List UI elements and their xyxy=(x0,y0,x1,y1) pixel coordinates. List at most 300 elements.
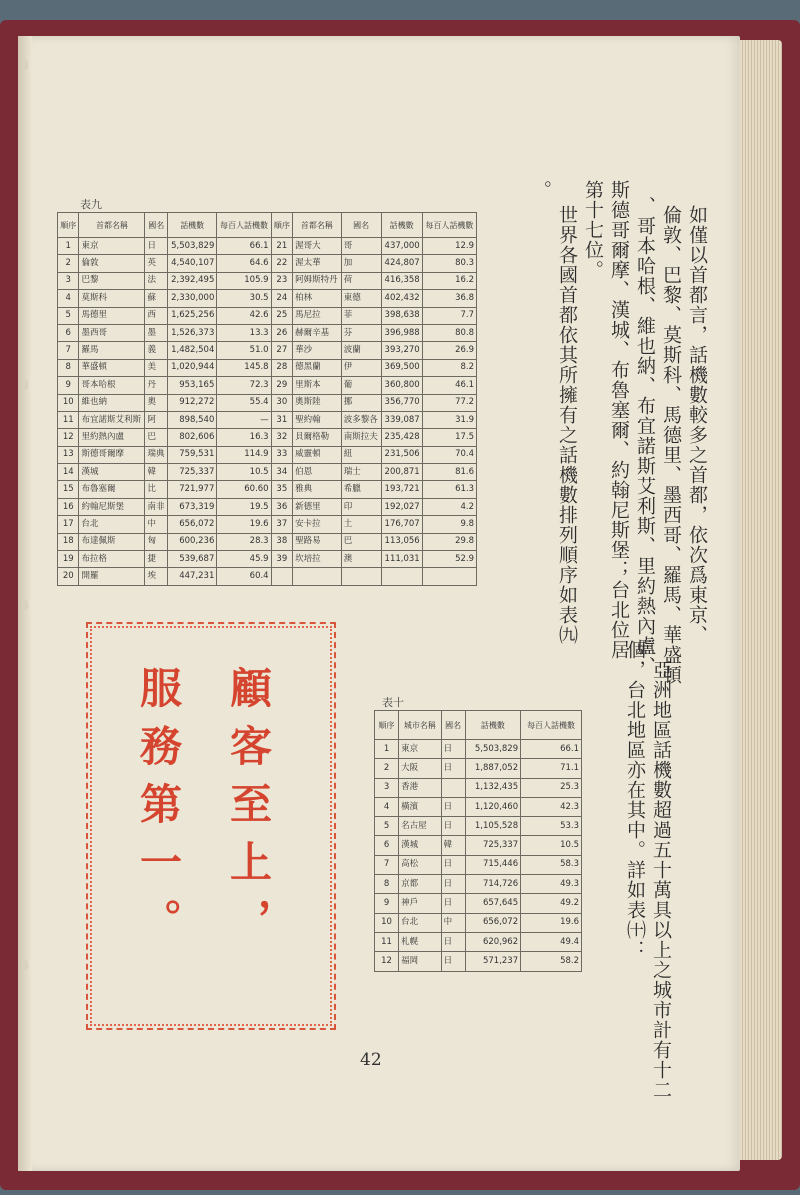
table-cell: 11 xyxy=(375,932,399,951)
table-cell: 菲 xyxy=(341,307,381,324)
table-cell: 49.3 xyxy=(521,875,582,894)
table-cell: 27 xyxy=(271,342,292,359)
table-cell: 斯德哥爾摩 xyxy=(79,446,145,463)
table-cell: 31.9 xyxy=(422,411,476,428)
table-cell: 6 xyxy=(58,324,79,341)
table-cell: 8 xyxy=(58,359,79,376)
table9 xyxy=(57,212,477,586)
table-cell: 16.2 xyxy=(422,272,476,289)
column-header: 城市名稱 xyxy=(399,711,441,740)
table-cell: 1,132,435 xyxy=(465,778,520,797)
table-cell: 539,687 xyxy=(168,551,217,568)
asia-paragraph-col-2: 個，台北地區亦在其中。詳如表㈩： xyxy=(624,640,646,960)
table-cell: 美 xyxy=(145,359,168,376)
table-cell: 阿 xyxy=(145,411,168,428)
table-cell: 10.5 xyxy=(521,836,582,855)
table-cell: 里斯本 xyxy=(293,377,342,394)
table-cell: 24 xyxy=(271,290,292,307)
table-row xyxy=(58,290,477,307)
table-cell: 18 xyxy=(58,533,79,550)
table-cell: 715,446 xyxy=(465,855,520,874)
table-row xyxy=(375,913,582,932)
table-cell: 大阪 xyxy=(399,759,441,778)
table-cell: 8 xyxy=(375,875,399,894)
table-cell: 12 xyxy=(375,952,399,971)
table-cell: 35 xyxy=(271,481,292,498)
column-header: 首都名稱 xyxy=(293,213,342,238)
table-cell: 台北 xyxy=(79,516,145,533)
table-cell: 1,526,373 xyxy=(168,324,217,341)
table-cell: 14 xyxy=(58,464,79,481)
column-header: 順序 xyxy=(375,711,399,740)
table-cell: 1,625,256 xyxy=(168,307,217,324)
table-cell: 714,726 xyxy=(465,875,520,894)
table-cell: 23 xyxy=(271,272,292,289)
table-cell: 31 xyxy=(271,411,292,428)
table-cell: 高松 xyxy=(399,855,441,874)
table-cell: 法 xyxy=(145,272,168,289)
table-cell: 1 xyxy=(58,238,79,255)
table-cell: 356,770 xyxy=(381,394,422,411)
table-cell: 京都 xyxy=(399,875,441,894)
table-cell: 雅典 xyxy=(293,481,342,498)
table-cell: 953,165 xyxy=(168,377,217,394)
table-cell: 60.4 xyxy=(217,568,271,585)
table-cell: 898,540 xyxy=(168,411,217,428)
table-cell: 匈 xyxy=(145,533,168,550)
table-cell: 聖約翰 xyxy=(293,411,342,428)
table-cell: 瑞士 xyxy=(341,464,381,481)
table-cell: 威靈頓 xyxy=(293,446,342,463)
table-cell: 3 xyxy=(58,272,79,289)
table-cell: 布達佩斯 xyxy=(79,533,145,550)
table-cell: 2 xyxy=(375,759,399,778)
table-cell: 赫爾辛基 xyxy=(293,324,342,341)
table-cell: 393,270 xyxy=(381,342,422,359)
table-cell: 20 xyxy=(58,568,79,585)
table-cell: 26.9 xyxy=(422,342,476,359)
table-cell: 759,531 xyxy=(168,446,217,463)
table-cell: 111,031 xyxy=(381,551,422,568)
column-header: 每百人話機數 xyxy=(217,213,271,238)
table-cell: 墨 xyxy=(145,324,168,341)
table-cell: 29 xyxy=(271,377,292,394)
table-cell: 英 xyxy=(145,255,168,272)
slogan-col-2: 服務第一。 xyxy=(134,666,183,956)
table-cell: 5,503,829 xyxy=(465,740,520,759)
table-cell: 渥哥大 xyxy=(293,238,342,255)
table-row xyxy=(58,255,477,272)
page-number: 42 xyxy=(360,1050,382,1070)
table-cell: 398,638 xyxy=(381,307,422,324)
table-cell: 1,482,504 xyxy=(168,342,217,359)
paragraph-col-2: 倫敦、巴黎、莫斯科、馬德里、墨西哥、羅馬、華盛頓 xyxy=(660,205,682,685)
table-row xyxy=(58,377,477,394)
table-cell: 13.3 xyxy=(217,324,271,341)
table-cell: 開羅 xyxy=(79,568,145,585)
table-cell: 日 xyxy=(441,855,465,874)
table-row xyxy=(58,324,477,341)
table-row xyxy=(58,342,477,359)
column-header: 首都名稱 xyxy=(79,213,145,238)
table-row xyxy=(375,836,582,855)
table-row xyxy=(58,533,477,550)
asia-paragraph-col-1: 亞洲地區話機數超過五十萬具以上之城市計有十二 xyxy=(650,660,672,1100)
table-cell: 9 xyxy=(58,377,79,394)
table-row xyxy=(58,429,477,446)
table-cell: 600,236 xyxy=(168,533,217,550)
table-cell: 200,871 xyxy=(381,464,422,481)
table-cell: 加 xyxy=(341,255,381,272)
table-row xyxy=(375,875,582,894)
table-cell: 日 xyxy=(441,932,465,951)
table-cell: 7 xyxy=(58,342,79,359)
paragraph-col-4: 斯德哥爾摩、漢城、布魯塞爾、約翰尼斯堡；台北位居 xyxy=(608,180,630,660)
table-cell: 25.3 xyxy=(521,778,582,797)
table-cell: — xyxy=(217,411,271,428)
table-cell: 51.0 xyxy=(217,342,271,359)
table-cell: 日 xyxy=(145,238,168,255)
table-cell: 日 xyxy=(441,952,465,971)
table-cell: 145.8 xyxy=(217,359,271,376)
table-row xyxy=(375,855,582,874)
column-header: 話機數 xyxy=(381,213,422,238)
table-cell: 725,337 xyxy=(465,836,520,855)
table-row xyxy=(58,446,477,463)
table-cell: 印 xyxy=(341,498,381,515)
table-cell: 802,606 xyxy=(168,429,217,446)
table-cell: 2 xyxy=(58,255,79,272)
table-cell: 45.9 xyxy=(217,551,271,568)
table-cell: 28.3 xyxy=(217,533,271,550)
column-header: 國名 xyxy=(341,213,381,238)
table-cell: 42.6 xyxy=(217,307,271,324)
column-header: 每百人話機數 xyxy=(521,711,582,740)
table-cell: 424,807 xyxy=(381,255,422,272)
table-cell: 38 xyxy=(271,533,292,550)
table-row xyxy=(375,894,582,913)
slogan-col-1: 顧客至上， xyxy=(224,666,273,956)
table-cell: 657,645 xyxy=(465,894,520,913)
paragraph-col-3: 、哥本哈根、維也納、布宜諾斯艾利斯、里約熱內盧、 xyxy=(634,196,656,676)
table-cell: 韓 xyxy=(145,464,168,481)
table-cell: 61.3 xyxy=(422,481,476,498)
table-cell: 東德 xyxy=(341,290,381,307)
table-cell: 渥太華 xyxy=(293,255,342,272)
table-cell: 南斯拉夫 xyxy=(341,429,381,446)
table-cell: 東京 xyxy=(399,740,441,759)
table-cell: 挪 xyxy=(341,394,381,411)
table-cell: 紐 xyxy=(341,446,381,463)
table-cell: 70.4 xyxy=(422,446,476,463)
table-cell: 華沙 xyxy=(293,342,342,359)
table-cell: 21 xyxy=(271,238,292,255)
paragraph-col-1: 如僅以首都言，話機數較多之首都，依次爲東京、 xyxy=(686,205,708,645)
table-cell: 5 xyxy=(58,307,79,324)
table-cell: 伯恩 xyxy=(293,464,342,481)
table-cell: 日 xyxy=(441,817,465,836)
table-cell: 維也納 xyxy=(79,394,145,411)
table-cell: 36.8 xyxy=(422,290,476,307)
table-cell: 46.1 xyxy=(422,377,476,394)
table-cell: 福岡 xyxy=(399,952,441,971)
table-row xyxy=(375,759,582,778)
table-cell: 80.3 xyxy=(422,255,476,272)
table-row xyxy=(375,817,582,836)
table-row xyxy=(58,272,477,289)
table-cell: 673,319 xyxy=(168,498,217,515)
table-cell: 瑞典 xyxy=(145,446,168,463)
table-cell: 39 xyxy=(271,551,292,568)
table-cell: 巴黎 xyxy=(79,272,145,289)
table-cell: 28 xyxy=(271,359,292,376)
table-cell: 哥本哈根 xyxy=(79,377,145,394)
table-row xyxy=(375,797,582,816)
table-cell: 南非 xyxy=(145,498,168,515)
table-cell: 1,120,460 xyxy=(465,797,520,816)
table-cell: 波多黎各 xyxy=(341,411,381,428)
table-cell: 402,432 xyxy=(381,290,422,307)
table-cell: 中 xyxy=(441,913,465,932)
table-cell: 17 xyxy=(58,516,79,533)
table-cell: 9 xyxy=(375,894,399,913)
table-cell: 33 xyxy=(271,446,292,463)
table-cell: 7 xyxy=(375,855,399,874)
table-cell: 9.8 xyxy=(422,516,476,533)
table-cell: 10 xyxy=(375,913,399,932)
table-cell: 396,988 xyxy=(381,324,422,341)
paragraph-col-7: 。 xyxy=(530,180,552,200)
table-cell: 3 xyxy=(375,778,399,797)
table-cell: 30.5 xyxy=(217,290,271,307)
table-cell: 波蘭 xyxy=(341,342,381,359)
paragraph-col-5: 第十七位。 xyxy=(582,180,604,280)
table-cell: 西 xyxy=(145,307,168,324)
table-cell: 16.3 xyxy=(217,429,271,446)
table-row xyxy=(58,359,477,376)
table-cell: 1 xyxy=(375,740,399,759)
column-header: 順序 xyxy=(271,213,292,238)
table-cell: 5,503,829 xyxy=(168,238,217,255)
table-row xyxy=(375,932,582,951)
table-cell: 77.2 xyxy=(422,394,476,411)
table10 xyxy=(374,710,582,972)
table-cell: 416,358 xyxy=(381,272,422,289)
table-cell: 日 xyxy=(441,875,465,894)
table-cell: 58.3 xyxy=(521,855,582,874)
table-cell: 7.7 xyxy=(422,307,476,324)
table-cell: 15 xyxy=(58,481,79,498)
table-cell: 韓 xyxy=(441,836,465,855)
table-cell: 4 xyxy=(58,290,79,307)
table-cell: 中 xyxy=(145,516,168,533)
table-cell: 11 xyxy=(58,411,79,428)
table-cell: 49.2 xyxy=(521,894,582,913)
table-cell: 2,330,000 xyxy=(168,290,217,307)
table-cell: 26 xyxy=(271,324,292,341)
table-cell: 1,020,944 xyxy=(168,359,217,376)
table-cell: 馬尼拉 xyxy=(293,307,342,324)
table9-caption: 表九 xyxy=(80,198,102,211)
table-cell: 437,000 xyxy=(381,238,422,255)
table-cell: 66.1 xyxy=(521,740,582,759)
table-cell: 193,721 xyxy=(381,481,422,498)
table-cell: 58.2 xyxy=(521,952,582,971)
table-cell: 235,428 xyxy=(381,429,422,446)
table-cell: 布魯塞爾 xyxy=(79,481,145,498)
table-cell: 漢城 xyxy=(399,836,441,855)
table-cell: 176,707 xyxy=(381,516,422,533)
table-cell: 19.5 xyxy=(217,498,271,515)
table-cell: 64.6 xyxy=(217,255,271,272)
table-cell: 80.8 xyxy=(422,324,476,341)
table-cell: 馬德里 xyxy=(79,307,145,324)
table-cell: 5 xyxy=(375,817,399,836)
table-cell: 華盛頓 xyxy=(79,359,145,376)
table-cell: 13 xyxy=(58,446,79,463)
table-cell: 哥 xyxy=(341,238,381,255)
table-cell: 620,962 xyxy=(465,932,520,951)
table-cell: 神戶 xyxy=(399,894,441,913)
table-cell: 新德里 xyxy=(293,498,342,515)
table-cell: 8.2 xyxy=(422,359,476,376)
table-cell: 墨西哥 xyxy=(79,324,145,341)
table-cell: 32 xyxy=(271,429,292,446)
table-cell: 約翰尼斯堡 xyxy=(79,498,145,515)
table-cell: 30 xyxy=(271,394,292,411)
column-header: 國名 xyxy=(441,711,465,740)
table-cell: 日 xyxy=(441,797,465,816)
table-cell: 66.1 xyxy=(217,238,271,255)
table-cell: 656,072 xyxy=(465,913,520,932)
page-stack xyxy=(740,40,782,1160)
table-cell: 義 xyxy=(145,342,168,359)
table-cell: 10 xyxy=(58,394,79,411)
table-cell: 6 xyxy=(375,836,399,855)
table-cell: 安卡拉 xyxy=(293,516,342,533)
table-cell xyxy=(341,568,381,585)
table-row xyxy=(375,740,582,759)
table-cell: 4 xyxy=(375,797,399,816)
table-cell: 22 xyxy=(271,255,292,272)
table-cell: 656,072 xyxy=(168,516,217,533)
table-cell: 德黑蘭 xyxy=(293,359,342,376)
table-cell: 360,800 xyxy=(381,377,422,394)
table10-caption: 表十 xyxy=(382,696,404,709)
paragraph-col-6: 世界各國首都依其所擁有之話機數排列順序如表㈨ xyxy=(556,205,578,645)
table-cell: 奧 xyxy=(145,394,168,411)
table-row xyxy=(58,464,477,481)
table-cell: 柏林 xyxy=(293,290,342,307)
table-row xyxy=(58,307,477,324)
table-row xyxy=(58,551,477,568)
table-cell: 721,977 xyxy=(168,481,217,498)
table-cell xyxy=(381,568,422,585)
table-cell: 339,087 xyxy=(381,411,422,428)
table9-body xyxy=(58,238,477,586)
table-cell: 912,272 xyxy=(168,394,217,411)
table-cell: 231,506 xyxy=(381,446,422,463)
table-cell: 4,540,107 xyxy=(168,255,217,272)
table-row xyxy=(58,481,477,498)
table-cell: 4.2 xyxy=(422,498,476,515)
table-cell xyxy=(271,568,292,585)
table-cell: 29.8 xyxy=(422,533,476,550)
table-cell: 19 xyxy=(58,551,79,568)
table-cell: 81.6 xyxy=(422,464,476,481)
table-cell: 71.1 xyxy=(521,759,582,778)
table-cell: 17.5 xyxy=(422,429,476,446)
table-cell: 1,105,528 xyxy=(465,817,520,836)
table-row xyxy=(375,952,582,971)
table-cell: 日 xyxy=(441,759,465,778)
table-cell: 巴 xyxy=(341,533,381,550)
table-cell: 34 xyxy=(271,464,292,481)
table-cell: 16 xyxy=(58,498,79,515)
table-cell xyxy=(422,568,476,585)
table10-body xyxy=(375,740,582,972)
table-cell: 比 xyxy=(145,481,168,498)
table-cell: 倫敦 xyxy=(79,255,145,272)
column-header: 國名 xyxy=(145,213,168,238)
column-header: 話機數 xyxy=(465,711,520,740)
table-cell: 19.6 xyxy=(217,516,271,533)
table-row xyxy=(58,238,477,255)
table-cell: 聖路易 xyxy=(293,533,342,550)
table-row xyxy=(58,411,477,428)
table-row xyxy=(58,394,477,411)
table-cell: 希臘 xyxy=(341,481,381,498)
table-cell: 12.9 xyxy=(422,238,476,255)
table-cell xyxy=(441,778,465,797)
table-cell: 25 xyxy=(271,307,292,324)
table-cell: 捷 xyxy=(145,551,168,568)
table-cell: 725,337 xyxy=(168,464,217,481)
table-cell xyxy=(293,568,342,585)
table-cell: 19.6 xyxy=(521,913,582,932)
table-cell: 369,500 xyxy=(381,359,422,376)
table-cell: 10.5 xyxy=(217,464,271,481)
table-cell: 伊 xyxy=(341,359,381,376)
table-cell: 蘇 xyxy=(145,290,168,307)
table-cell: 巴 xyxy=(145,429,168,446)
table-cell: 447,231 xyxy=(168,568,217,585)
table-cell: 571,237 xyxy=(465,952,520,971)
table-cell: 葡 xyxy=(341,377,381,394)
table-cell: 芬 xyxy=(341,324,381,341)
table-cell: 名古屋 xyxy=(399,817,441,836)
table-cell: 羅馬 xyxy=(79,342,145,359)
binding-holes xyxy=(22,60,28,1040)
table-cell: 橫濱 xyxy=(399,797,441,816)
table-cell: 12 xyxy=(58,429,79,446)
table-cell: 澳 xyxy=(341,551,381,568)
table-cell: 埃 xyxy=(145,568,168,585)
table-cell: 60.60 xyxy=(217,481,271,498)
table-row xyxy=(58,516,477,533)
table-cell: 莫斯科 xyxy=(79,290,145,307)
table-cell: 東京 xyxy=(79,238,145,255)
table-row xyxy=(375,778,582,797)
table-cell: 布拉格 xyxy=(79,551,145,568)
table-cell: 台北 xyxy=(399,913,441,932)
table-cell: 42.3 xyxy=(521,797,582,816)
table-cell: 日 xyxy=(441,894,465,913)
table-row xyxy=(58,568,477,585)
table-cell: 72.3 xyxy=(217,377,271,394)
column-header: 每百人話機數 xyxy=(422,213,476,238)
table-cell: 114.9 xyxy=(217,446,271,463)
